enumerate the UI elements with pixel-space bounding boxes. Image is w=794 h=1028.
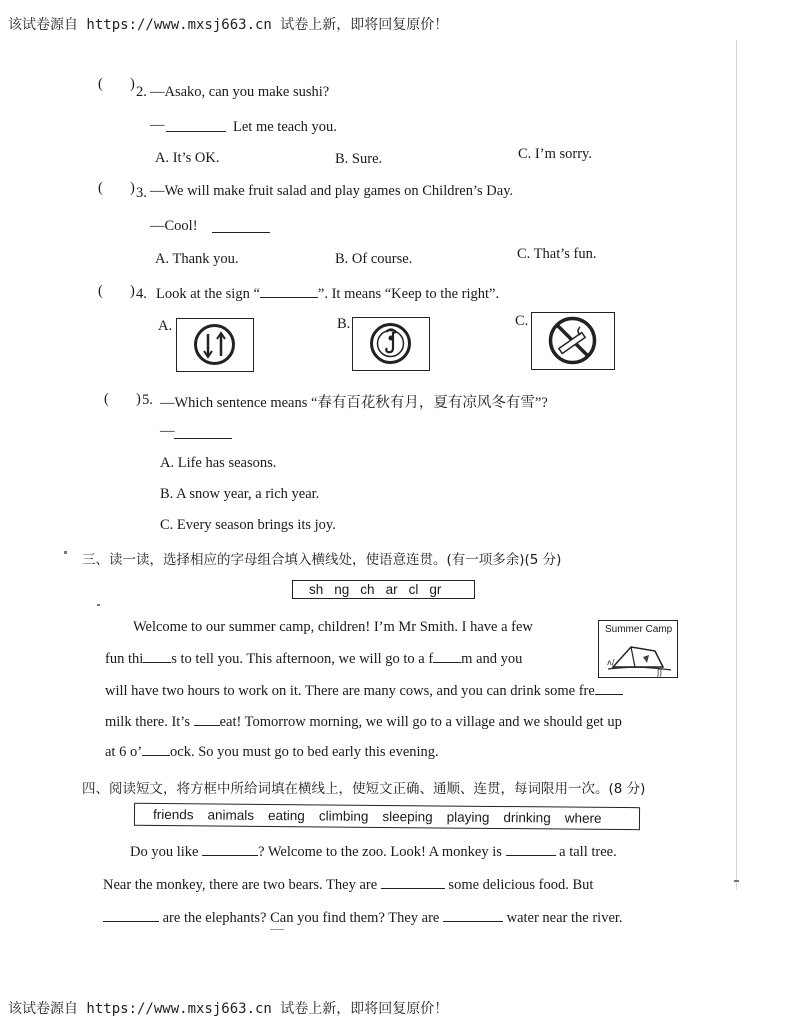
no-dogs-icon <box>353 318 428 369</box>
section4-line-1 <box>130 843 617 861</box>
section4-blank-2[interactable] <box>506 843 556 856</box>
q3-answer-paren-close: ) <box>130 180 135 196</box>
q4-option-a-sign <box>176 318 254 372</box>
section4-text: Near the monkey, there are two bears. They are <box>103 877 381 893</box>
q2-answer-paren-open: ( <box>98 76 103 92</box>
q3-answer-blank[interactable] <box>212 220 270 233</box>
scan-dot <box>270 929 284 930</box>
q4-option-c-label: C. <box>515 313 529 329</box>
q5-option-c: C. Every season brings its joy. <box>160 517 336 533</box>
section3-line-2 <box>105 650 522 668</box>
scan-dot <box>734 880 739 882</box>
q3-answer-paren-open: ( <box>98 180 103 196</box>
section4-text: water near the river. <box>502 910 623 926</box>
section3-text: fun thi <box>105 651 144 667</box>
section3-text: ock. So you must go to bed early this evening. <box>170 744 439 760</box>
section3-blank-5[interactable] <box>142 743 170 756</box>
word-option: sleeping <box>382 808 433 825</box>
section4-blank-4[interactable] <box>103 909 159 922</box>
q5-answer-paren-close: ) <box>136 391 141 407</box>
section4-heading: 四、阅读短文，将方框中所给词填在横线上，使短文正确、通顺、连贯，每词限用一次。(8 分) <box>82 781 646 797</box>
section3-blank-4[interactable] <box>194 713 220 726</box>
summer-camp-picture <box>598 620 678 678</box>
word-option: where <box>564 810 602 826</box>
word-option: friends <box>152 806 194 823</box>
q4-answer-blank[interactable] <box>260 285 318 298</box>
section4-blank-5[interactable] <box>443 909 503 922</box>
q4-option-b-label: B. <box>337 316 351 332</box>
section4-word-bank-box <box>134 803 640 830</box>
section3-blank-2[interactable] <box>433 650 461 663</box>
section3-text: will have two hours to work on it. There are many cows, and you can drink some fre <box>105 683 595 699</box>
q5-answer-paren-open: ( <box>104 391 109 407</box>
section3-text: s to tell you. This afternoon, we will go to a f <box>171 651 434 667</box>
section3-line-1: Welcome to our summer camp, children! I’m Mr Smith. I have a few <box>133 619 533 635</box>
section3-text: m and you <box>461 651 523 667</box>
q4-answer-paren-close: ) <box>130 283 135 299</box>
letter-option: ng <box>334 582 350 597</box>
section3-text: eat! Tomorrow morning, we will go to a village and we should get up <box>219 714 622 730</box>
section3-text: at 6 o’ <box>105 744 143 760</box>
no-smoking-icon <box>532 313 613 368</box>
scan-dot <box>64 551 67 554</box>
letter-option: gr <box>429 582 442 597</box>
section4-line-2 <box>103 876 593 894</box>
section4-text: a tall tree. <box>555 844 617 860</box>
section4-text: Do you like <box>130 844 203 860</box>
section3-line-5 <box>105 743 439 761</box>
q4-prompt-start: Look at the sign “ <box>156 286 260 302</box>
section4-text: some delicious food. But <box>444 877 594 893</box>
watermark-bottom: 该试卷源自 https://www.mxsj663.cn 试卷上新，即将回复原价！ <box>8 1001 449 1017</box>
scan-edge-line <box>736 40 737 890</box>
section3-line-3 <box>105 682 623 700</box>
q2-response-dash: — <box>150 117 165 133</box>
word-option: eating <box>268 807 305 824</box>
svg-text:ʃʃ: ʃʃ <box>657 668 663 677</box>
q4-number: 4. <box>136 286 147 302</box>
section3-blank-3[interactable] <box>595 682 623 695</box>
section3-heading: 三、读一读，选择相应的字母组合填入横线处，使语意连贯。(有一项多余)(5 分) <box>82 552 562 568</box>
letter-option: cl <box>408 582 419 597</box>
section4-blank-1[interactable] <box>202 843 258 856</box>
section4-line-3 <box>103 909 623 927</box>
section3-text: milk there. It’s <box>105 714 194 730</box>
section4-text: are the elephants? Can you find them? They are <box>159 910 443 926</box>
letter-option: ch <box>360 582 375 597</box>
q3-option-a: A. Thank you. <box>155 251 239 267</box>
q4-prompt-end: ”. It means “Keep to the right”. <box>317 286 500 302</box>
q3-option-c: C. That’s fun. <box>517 246 597 262</box>
q4-answer-paren-open: ( <box>98 283 103 299</box>
section3-line-4 <box>105 713 622 731</box>
q4-option-b-sign <box>352 317 430 371</box>
q2-number: 2. <box>136 84 147 100</box>
q2-prompt: —Asako, can you make sushi? <box>150 84 330 100</box>
letter-option: ar <box>385 582 398 597</box>
q2-answer-paren-close: ) <box>130 76 135 92</box>
q5-option-a: A. Life has seasons. <box>160 455 277 471</box>
q5-option-b: B. A snow year, a rich year. <box>160 486 320 502</box>
q3-response: —Cool! <box>150 218 198 234</box>
q3-option-b: B. Of course. <box>335 251 413 267</box>
q5-prompt: —Which sentence means “春有百花秋有月，夏有凉风冬有雪”? <box>160 395 548 411</box>
q4-option-c-sign <box>531 312 615 370</box>
section3-blank-1[interactable] <box>143 650 171 663</box>
q2-option-a: A. It’s OK. <box>155 150 220 166</box>
word-option: drinking <box>503 810 551 826</box>
letter-option: sh <box>309 582 324 597</box>
section4-blank-3[interactable] <box>381 876 445 889</box>
q2-response: Let me teach you. <box>233 119 337 135</box>
section3-letter-options-box <box>292 580 475 599</box>
watermark-top: 该试卷源自 https://www.mxsj663.cn 试卷上新，即将回复原价！ <box>8 17 449 33</box>
q3-prompt: —We will make fruit salad and play games on Children’s Day. <box>150 183 514 199</box>
summer-camp-label: Summer Camp <box>605 624 673 635</box>
svg-text:ʌ/.: ʌ/. <box>607 658 617 667</box>
word-option: animals <box>207 807 255 823</box>
keep-right-arrows-icon <box>177 319 252 370</box>
tent-icon <box>603 637 675 677</box>
q4-option-a-label: A. <box>158 318 173 334</box>
q5-answer-blank[interactable] <box>174 426 232 439</box>
q2-option-b: B. Sure. <box>335 151 383 167</box>
q2-option-c: C. I’m sorry. <box>518 146 592 162</box>
q5-response-dash: — <box>160 423 175 439</box>
q3-number: 3. <box>136 185 147 201</box>
q4-prompt <box>156 285 499 303</box>
section4-text: ? Welcome to the zoo. Look! A monkey is <box>258 844 506 860</box>
q2-answer-blank[interactable] <box>166 119 226 132</box>
q5-number: 5. <box>142 392 153 408</box>
word-option: climbing <box>318 808 369 824</box>
word-option: playing <box>446 809 490 825</box>
scan-dot <box>97 604 100 606</box>
